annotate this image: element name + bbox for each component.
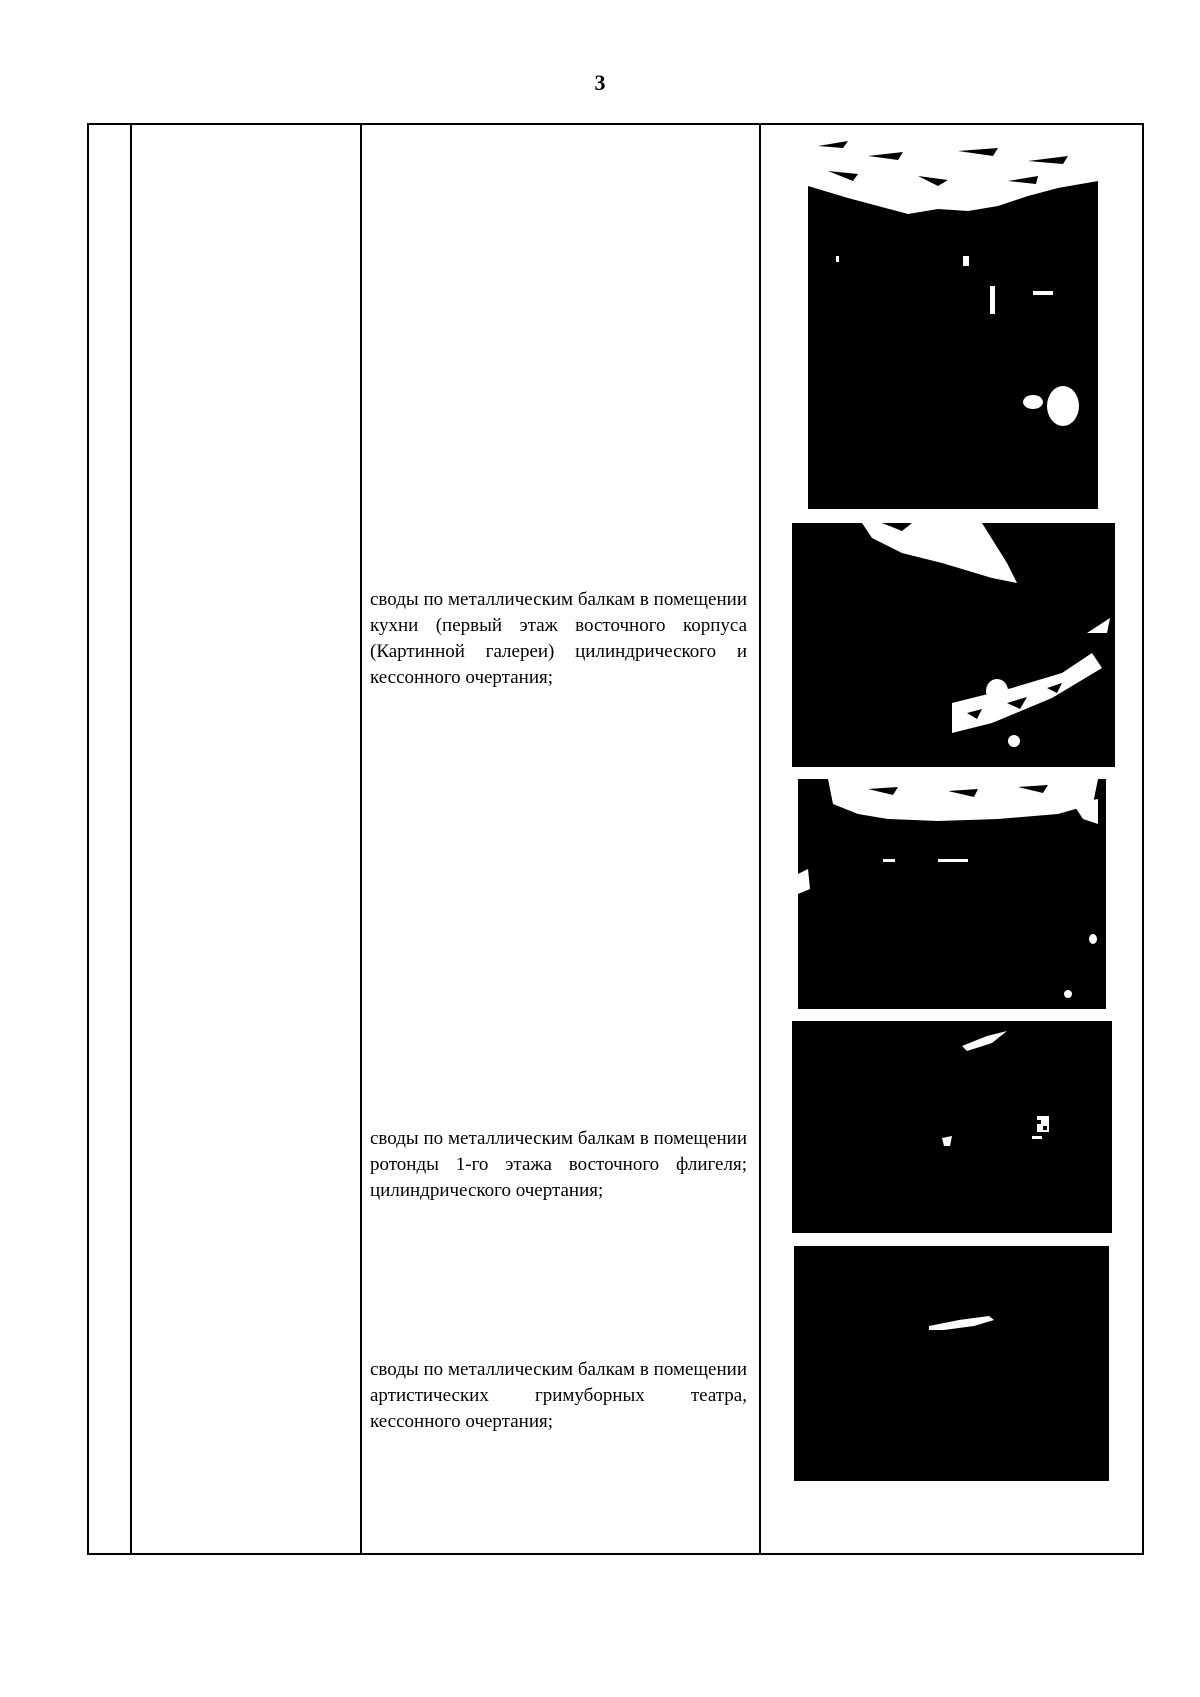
photo-1-image: [808, 126, 1098, 509]
table-column-divider-1: [130, 125, 132, 1553]
vault-ceiling-photo-5: [794, 1246, 1109, 1481]
row-description-rotunda: своды по металлическим балкам в помещении ротонды 1-го этажа восточного флигеля; цилиндрического очертания;: [370, 1128, 747, 1201]
page-number: 3: [594, 70, 606, 95]
photo-2-image: [792, 523, 1115, 767]
vault-ceiling-photo-4: [792, 1021, 1112, 1233]
photo-5-image: [794, 1246, 1109, 1481]
vault-ceiling-photo-3: [798, 779, 1106, 1009]
row-description-dressing-rooms: своды по металлическим балкам в помещении артистических гримуборных театра, кессонного очертания;: [370, 1359, 747, 1432]
vault-ceiling-photo-1: [808, 126, 1098, 509]
vault-ceiling-photo-2: [792, 523, 1115, 767]
table-column-divider-2: [360, 125, 362, 1553]
photo-3-image: [798, 779, 1106, 1009]
row-description-kitchen: своды по металлическим балкам в помещении кухни (первый этаж восточного корпуса (Картинной галереи) цилиндрического и кессонного очертания;: [370, 589, 747, 688]
photo-4-image: [792, 1021, 1112, 1233]
table-column-divider-3: [759, 125, 761, 1553]
